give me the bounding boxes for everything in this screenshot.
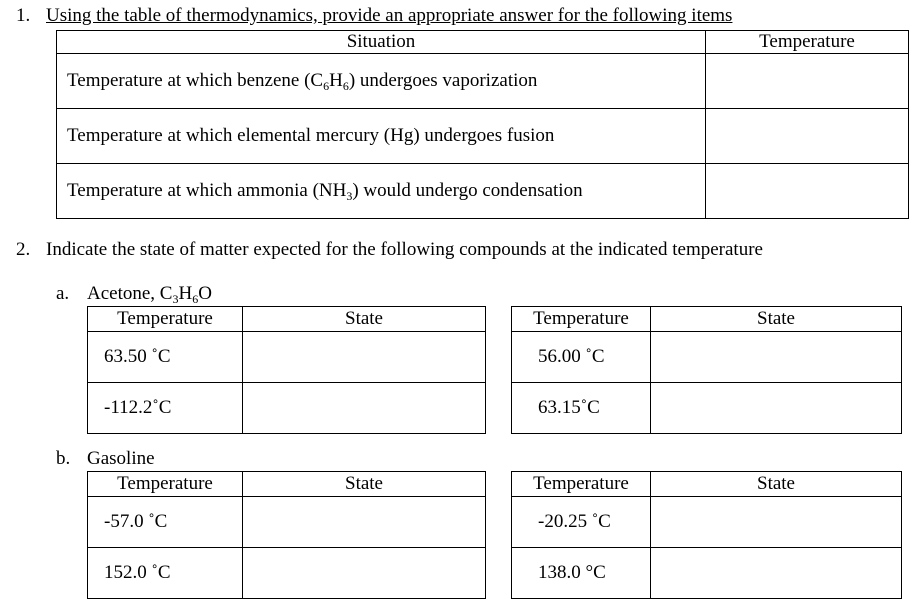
question-1: [16, 6, 732, 26]
table-header-row: [512, 472, 902, 497]
acetone-label: a. Acetone, $C_3H_6O$: [56, 283, 212, 306]
state-answer-cell[interactable]: [651, 548, 902, 599]
temperature-cell: -20.25 ˚C: [512, 497, 651, 548]
temperature-header: Temperature: [88, 307, 243, 332]
table-header-row: [57, 31, 909, 54]
state-answer-cell[interactable]: [243, 332, 486, 383]
temperature-header: Temperature: [706, 31, 909, 54]
table-header-row: [88, 472, 486, 497]
state-answer-cell[interactable]: [243, 383, 486, 434]
question-2: [16, 240, 763, 260]
table-row: [88, 332, 486, 383]
question-1-number: 1.: [16, 5, 31, 26]
table-row: [88, 383, 486, 434]
state-answer-cell[interactable]: [243, 497, 486, 548]
situation-benzene: Temperature at which benzene $(C_6H_6)$ undergoes vaporization: [57, 54, 706, 109]
answer-cell-mercury[interactable]: [706, 109, 909, 164]
table-row: [57, 54, 909, 109]
temperature-cell: 63.15˚C: [512, 383, 651, 434]
state-answer-cell[interactable]: [651, 332, 902, 383]
state-header: State: [243, 472, 486, 497]
acetone-table-right: [511, 306, 902, 434]
state-header: State: [651, 472, 902, 497]
temperature-header: Temperature: [512, 472, 651, 497]
answer-cell-ammonia[interactable]: [706, 164, 909, 219]
temperature-cell: 152.0 ˚C: [88, 548, 243, 599]
table-row: [512, 548, 902, 599]
table-row: [512, 497, 902, 548]
question-1-text: Using the table of thermodynamics, provide an appropriate answer for the following items: [46, 5, 733, 26]
temperature-cell: 63.50 ˚C: [88, 332, 243, 383]
table-row: [512, 383, 902, 434]
state-answer-cell[interactable]: [651, 383, 902, 434]
table-header-row: [512, 307, 902, 332]
state-header: State: [651, 307, 902, 332]
table-row: [57, 164, 909, 219]
situation-ammonia: Temperature at which ammonia $(NH_3)$ would undergo condensation: [57, 164, 706, 219]
situation-mercury: Temperature at which elemental mercury (Hg) undergoes fusion: [57, 109, 706, 164]
table-row: [88, 548, 486, 599]
temperature-header: Temperature: [88, 472, 243, 497]
question-2-number: 2.: [16, 239, 31, 260]
temperature-header: Temperature: [512, 307, 651, 332]
situation-header: Situation: [57, 31, 706, 54]
answer-cell-benzene[interactable]: [706, 54, 909, 109]
state-answer-cell[interactable]: [651, 497, 902, 548]
temperature-cell: 56.00 ˚C: [512, 332, 651, 383]
gasoline-table-left: [87, 471, 486, 599]
table-row: [512, 332, 902, 383]
question-2-text: Indicate the state of matter expected for the following compounds at the indicated temperature: [46, 239, 763, 260]
table-header-row: [88, 307, 486, 332]
table-row: [88, 497, 486, 548]
temperature-cell: 138.0 °C: [512, 548, 651, 599]
gasoline-table-right: [511, 471, 902, 599]
acetone-table-left: [87, 306, 486, 434]
situation-temperature-table: [56, 30, 909, 219]
temperature-cell: -57.0 ˚C: [88, 497, 243, 548]
state-answer-cell[interactable]: [243, 548, 486, 599]
temperature-cell: -112.2˚C: [88, 383, 243, 434]
state-header: State: [243, 307, 486, 332]
table-row: [57, 109, 909, 164]
gasoline-label: b. Gasoline: [56, 448, 155, 469]
